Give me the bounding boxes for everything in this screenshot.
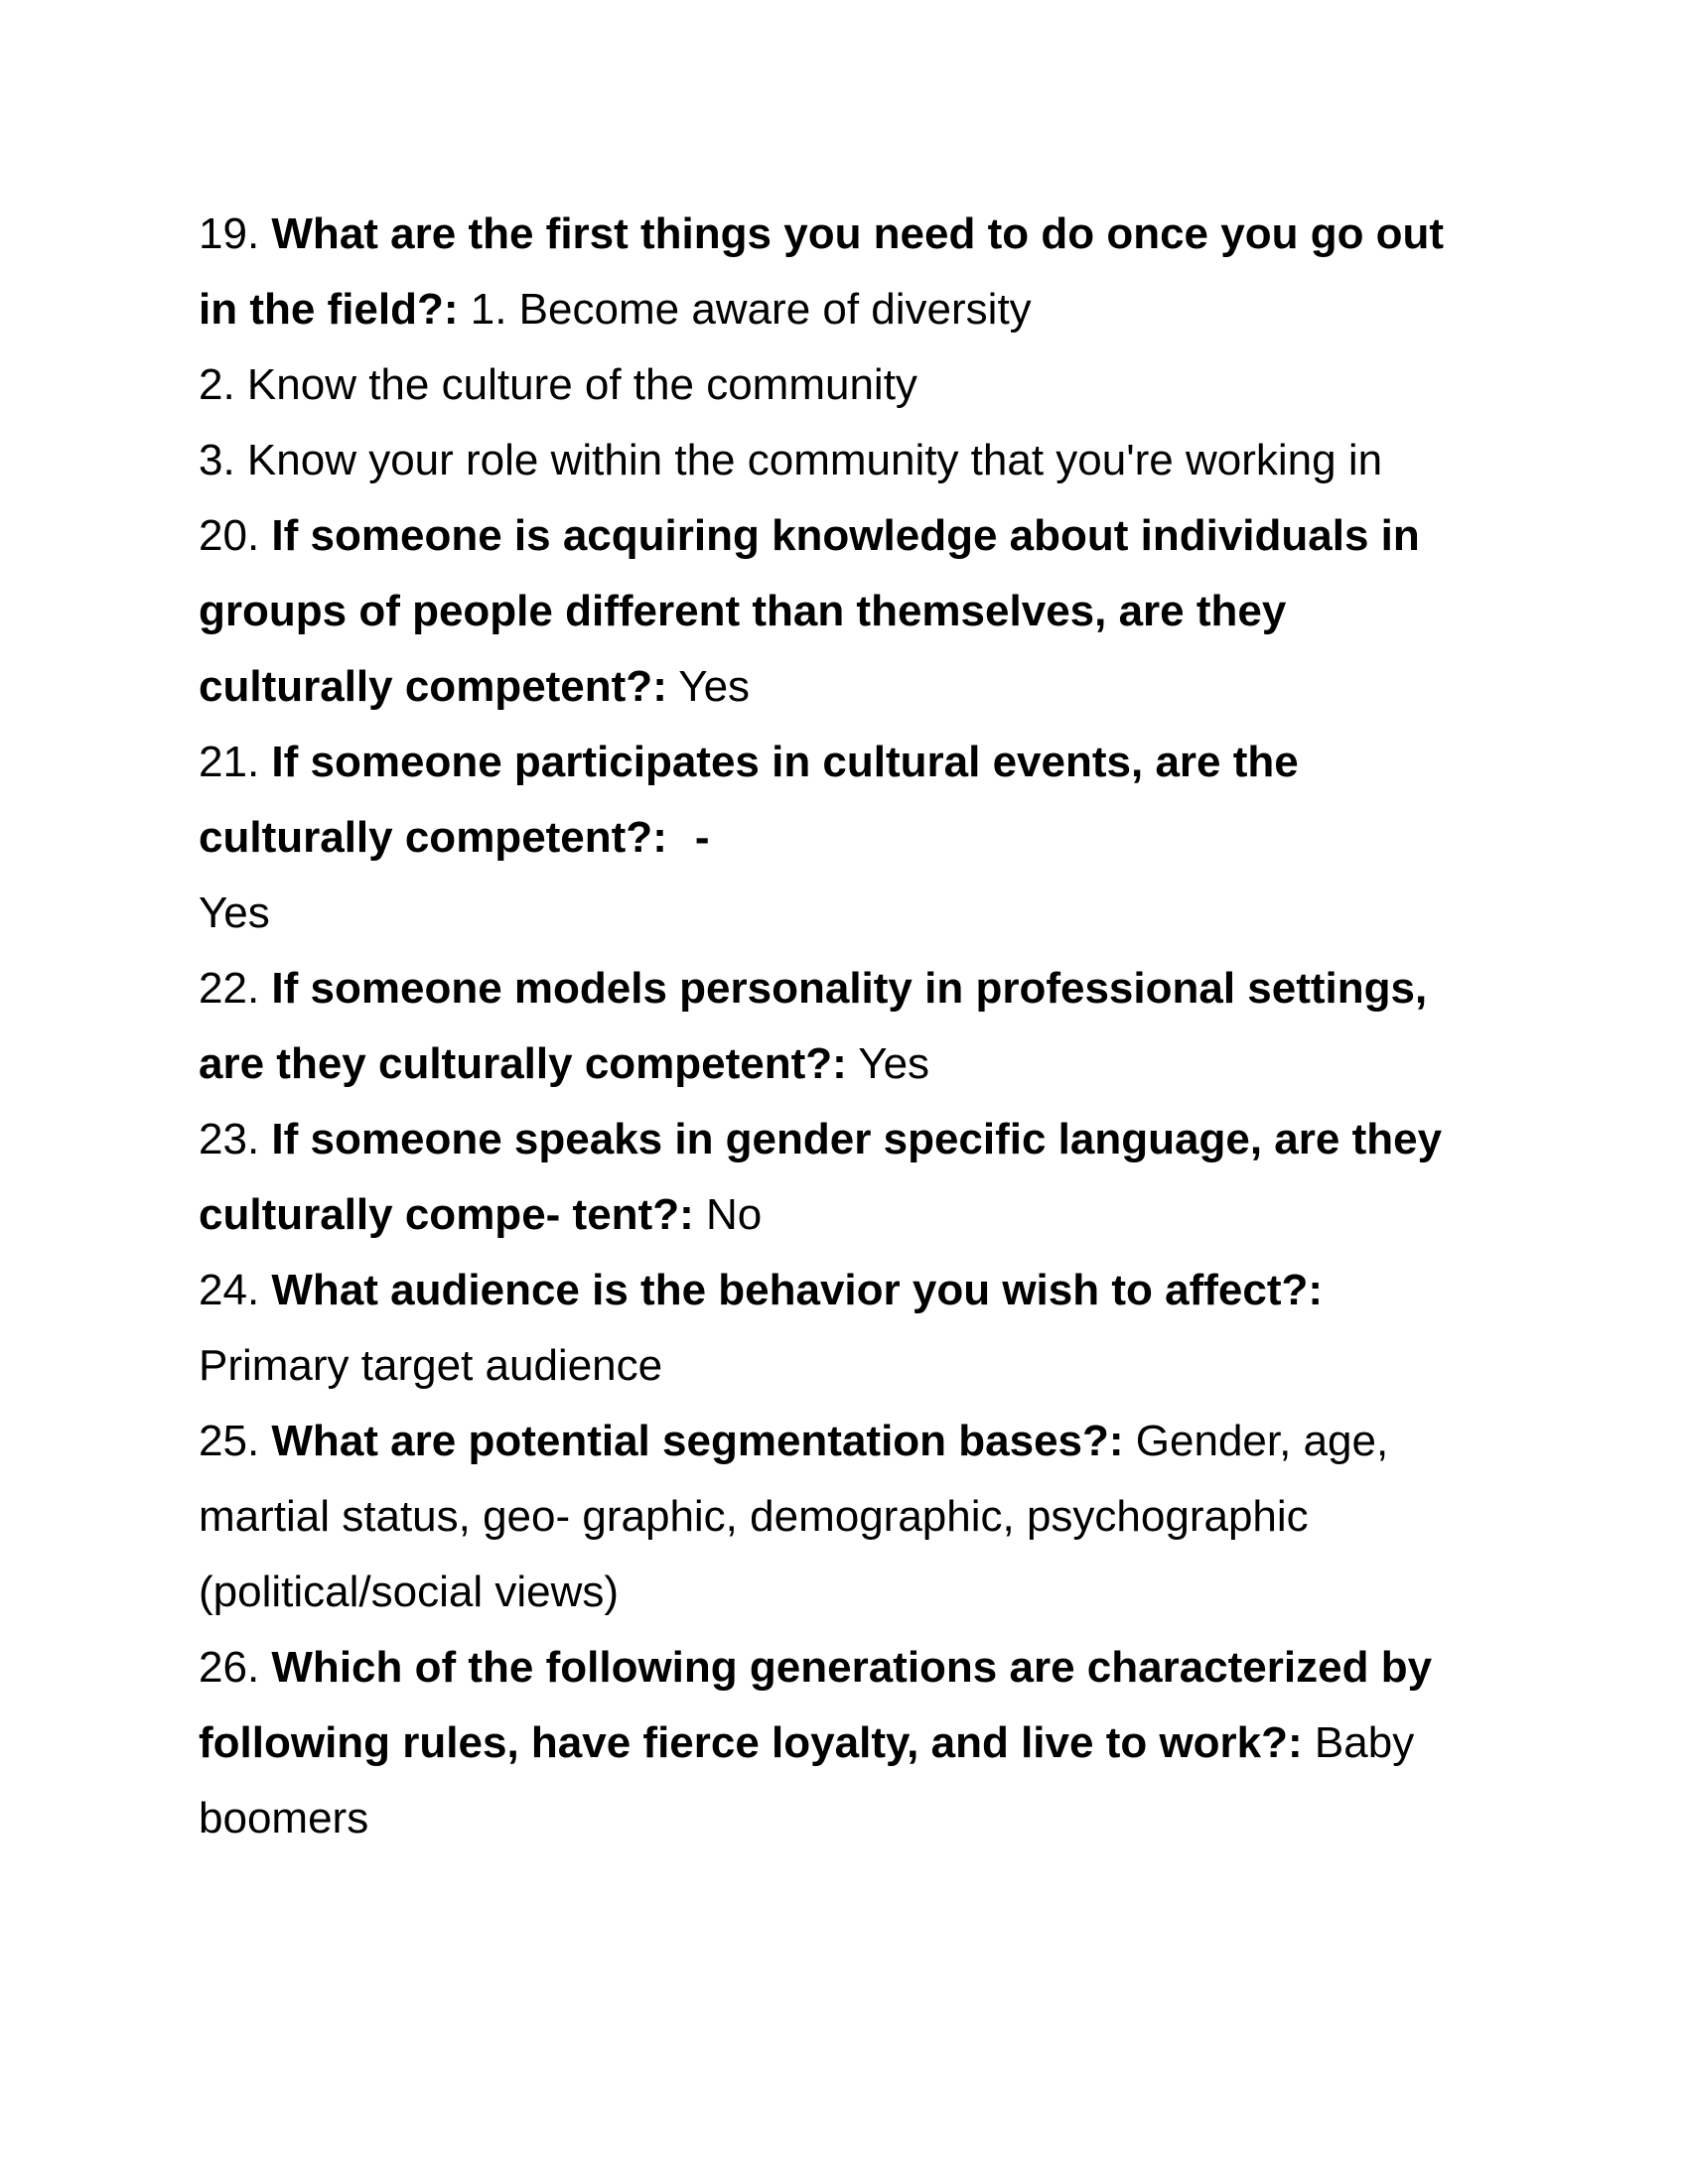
q21-answer: Yes	[199, 888, 270, 937]
q26-answer-1: Baby	[1314, 1718, 1415, 1767]
q22-line1	[199, 951, 1489, 1026]
qa-list	[199, 197, 1489, 1856]
q19-line2	[199, 272, 1489, 347]
q26-answer-2: boomers	[199, 1794, 369, 1843]
q21-number: 21.	[199, 738, 260, 786]
q20-line2: groups of people different than themselves, are they	[199, 587, 1287, 635]
q24-number: 24.	[199, 1266, 260, 1314]
q25-number: 25.	[199, 1417, 260, 1465]
q25-answer-1: Gender, age,	[1135, 1417, 1389, 1465]
q22-number: 22.	[199, 964, 260, 1013]
q21-question: If someone participates in cultural events, are the	[271, 738, 1299, 786]
q20-answer: Yes	[678, 662, 751, 711]
q20-line3: culturally competent?: Yes	[199, 662, 751, 711]
q26-line1	[199, 1630, 1489, 1706]
q19-line1	[199, 197, 1489, 272]
q24-line1	[199, 1253, 1489, 1328]
q19-question: What are the first things you need to do once you go out	[271, 209, 1445, 258]
q21-dash: -	[694, 813, 710, 862]
q20-number: 20.	[199, 511, 260, 560]
q23-answer: No	[705, 1190, 763, 1239]
q20-question: If someone is acquiring knowledge about individuals in	[271, 511, 1420, 560]
q20-line1	[199, 498, 1489, 574]
q26-question: Which of the following generations are characterized by	[271, 1643, 1433, 1692]
q19-answer-2: 2. Know the culture of the community	[199, 360, 917, 409]
q25-answer-3: (political/social views)	[199, 1568, 620, 1616]
q21-line2: culturally competent?: -	[199, 813, 710, 862]
q22-answer: Yes	[858, 1039, 930, 1088]
q25-answer-2: martial status, geo- graphic, demographic, psychographic	[199, 1492, 1309, 1541]
q25-line1	[199, 1404, 1489, 1479]
q21-line1	[199, 725, 1489, 800]
q23-question: If someone speaks in gender specific language, are they	[271, 1115, 1443, 1163]
q24-answer: Primary target audience	[199, 1341, 663, 1390]
q25-question: What are potential segmentation bases?:	[271, 1417, 1124, 1465]
q19-number: 19.	[199, 209, 260, 258]
q23-number: 23.	[199, 1115, 260, 1163]
q23-line2: culturally compe- tent?: No	[199, 1190, 763, 1239]
q24-question: What audience is the behavior you wish to affect?:	[271, 1266, 1324, 1314]
q19-answer-3: 3. Know your role within the community that you're working in	[199, 436, 1383, 484]
q23-line1	[199, 1102, 1489, 1177]
q26-line2: following rules, have fierce loyalty, and live to work?: Baby	[199, 1718, 1415, 1767]
q22-line2: are they culturally competent?: Yes	[199, 1039, 930, 1088]
q19-answer-1: 1. Become aware of diversity	[470, 285, 1032, 334]
q22-question: If someone models personality in professional settings,	[271, 964, 1428, 1013]
q19-question-cont: in the field?:	[199, 285, 459, 334]
q26-number: 26.	[199, 1643, 260, 1692]
